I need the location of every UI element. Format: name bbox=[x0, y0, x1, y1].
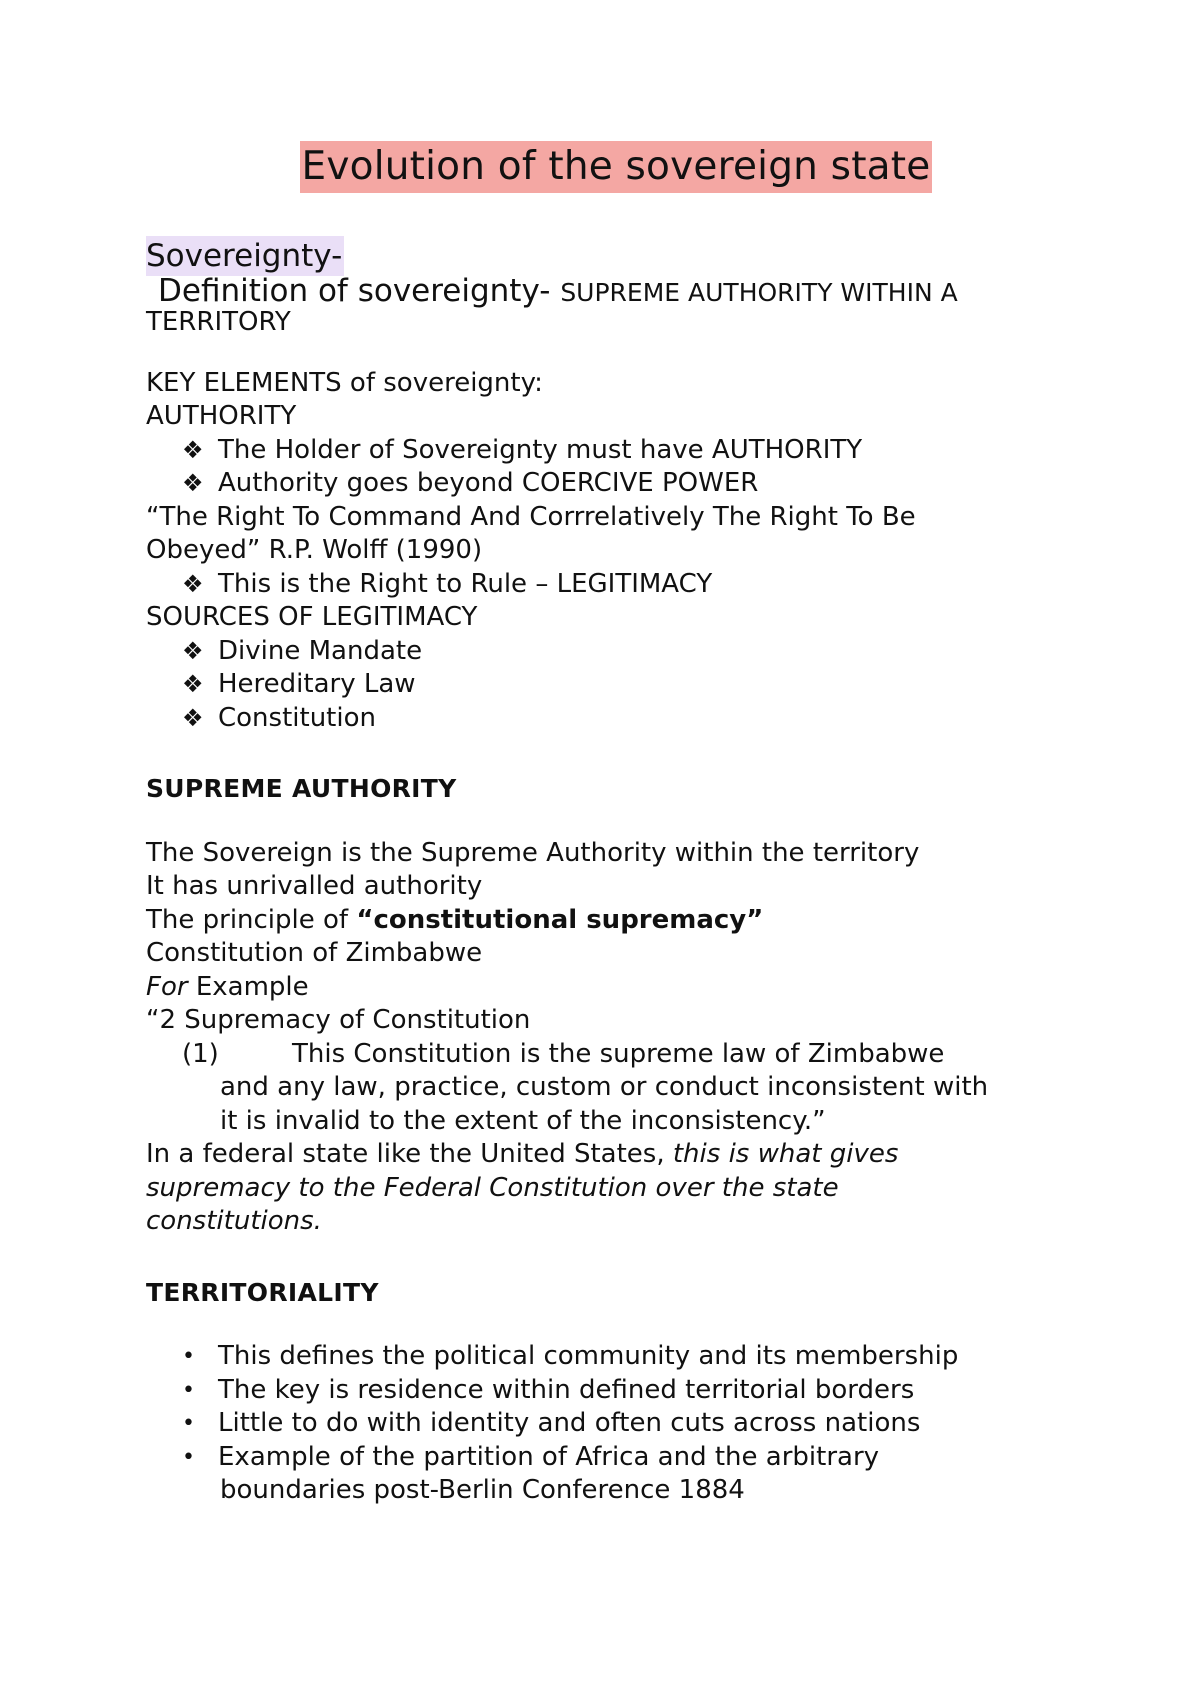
authority-label: AUTHORITY bbox=[146, 401, 297, 431]
bullet-text: Hereditary Law bbox=[218, 669, 416, 699]
diamond-bullet-icon: ❖ bbox=[182, 569, 204, 598]
source-bullet bbox=[146, 702, 1086, 736]
definition-caps: SUPREME AUTHORITY WITHIN A bbox=[560, 278, 958, 307]
federal-line2: supremacy to the Federal Constitution over the state bbox=[146, 1172, 839, 1203]
clause-line1: This Constitution is the supreme law of Zimbabwe bbox=[292, 1038, 945, 1069]
supreme-line6: “2 Supremacy of Constitution bbox=[146, 1005, 531, 1035]
diamond-bullet-icon: ❖ bbox=[182, 670, 204, 698]
bullet-text: The Holder of Sovereignty must have AUTHORITY bbox=[218, 434, 863, 465]
authority-bullet bbox=[146, 467, 1086, 501]
spacer bbox=[146, 1239, 1086, 1276]
clause-item bbox=[146, 1038, 1086, 1072]
territoriality-bullet bbox=[146, 1374, 1086, 1408]
sovereignty-heading: Sovereignty- bbox=[146, 238, 343, 274]
definition-label: Definition of sovereignty- bbox=[158, 273, 551, 309]
source-bullet bbox=[146, 668, 1086, 702]
bullet-text: Authority goes beyond COERCIVE POWER bbox=[218, 468, 759, 498]
wolff-quote-line2: Obeyed” R.P. Wolff (1990) bbox=[146, 535, 483, 565]
bullet-text: Little to do with identity and often cuts across nations bbox=[218, 1408, 921, 1438]
diamond-bullet-icon: ❖ bbox=[182, 469, 204, 497]
legitimacy-bullet bbox=[146, 568, 1086, 602]
dot-bullet-icon: • bbox=[182, 1444, 195, 1470]
definition-caps-cont: TERRITORY bbox=[146, 307, 291, 337]
wolff-quote-line1: “The Right To Command And Corrrelatively The Right To Be bbox=[146, 501, 916, 532]
clause-line3: it is invalid to the extent of the inconsistency.” bbox=[220, 1105, 826, 1136]
clause-number: (1) bbox=[182, 1038, 219, 1069]
document-body bbox=[146, 236, 1086, 1508]
federal-italic1: this is what gives bbox=[672, 1139, 899, 1169]
dot-bullet-icon: • bbox=[182, 1377, 195, 1403]
supreme-line2: It has unrivalled authority bbox=[146, 871, 483, 901]
territoriality-heading: TERRITORIALITY bbox=[146, 1277, 379, 1307]
spacer bbox=[146, 806, 1086, 837]
federal-line1 bbox=[146, 1138, 1086, 1172]
supreme-authority-heading: SUPREME AUTHORITY bbox=[146, 774, 457, 803]
spacer bbox=[146, 735, 1086, 772]
territoriality-bullet bbox=[146, 1407, 1086, 1441]
diamond-bullet-icon: ❖ bbox=[182, 435, 204, 464]
territoriality-bullet bbox=[146, 1441, 1086, 1475]
for-italic: For bbox=[146, 971, 188, 1002]
bullet-text: This defines the political community and its membership bbox=[218, 1341, 959, 1371]
territoriality-bullet4-cont: boundaries post-Berlin Conference 1884 bbox=[220, 1475, 745, 1505]
bullet-text: Divine Mandate bbox=[218, 635, 423, 666]
diamond-bullet-icon: ❖ bbox=[182, 636, 204, 665]
federal-line3: constitutions. bbox=[146, 1206, 322, 1236]
authority-bullet bbox=[146, 434, 1086, 468]
bullet-text: Constitution bbox=[218, 702, 376, 733]
supreme-line1: The Sovereign is the Supreme Authority within the territory bbox=[146, 837, 920, 868]
bullet-text: Example of the partition of Africa and the arbitrary bbox=[218, 1441, 880, 1472]
clause-line2: and any law, practice, custom or conduct inconsistent with bbox=[220, 1072, 989, 1102]
spacer bbox=[146, 340, 1086, 367]
supreme-line5 bbox=[146, 971, 1086, 1005]
key-elements-intro: KEY ELEMENTS of sovereignty: bbox=[146, 367, 543, 398]
source-bullet bbox=[146, 635, 1086, 669]
diamond-bullet-icon: ❖ bbox=[182, 703, 204, 732]
document-title: Evolution of the sovereign state bbox=[300, 141, 933, 193]
supreme-line4: Constitution of Zimbabwe bbox=[146, 938, 483, 968]
constitutional-supremacy-term: “constitutional supremacy” bbox=[356, 904, 764, 935]
sources-label: SOURCES OF LEGITIMACY bbox=[146, 602, 478, 632]
bullet-text: The key is residence within defined territorial borders bbox=[218, 1374, 915, 1405]
title-container bbox=[146, 141, 1086, 193]
territoriality-bullet bbox=[146, 1340, 1086, 1374]
federal-prefix: In a federal state like the United States, bbox=[146, 1139, 673, 1169]
supreme-line3 bbox=[146, 904, 1086, 938]
supreme-line3-prefix: The principle of bbox=[146, 904, 357, 935]
spacer bbox=[146, 1309, 1086, 1340]
dot-bullet-icon: • bbox=[182, 1344, 195, 1369]
example-text: Example bbox=[187, 971, 309, 1002]
dot-bullet-icon: • bbox=[182, 1411, 195, 1436]
bullet-text: This is the Right to Rule – LEGITIMACY bbox=[218, 568, 713, 599]
